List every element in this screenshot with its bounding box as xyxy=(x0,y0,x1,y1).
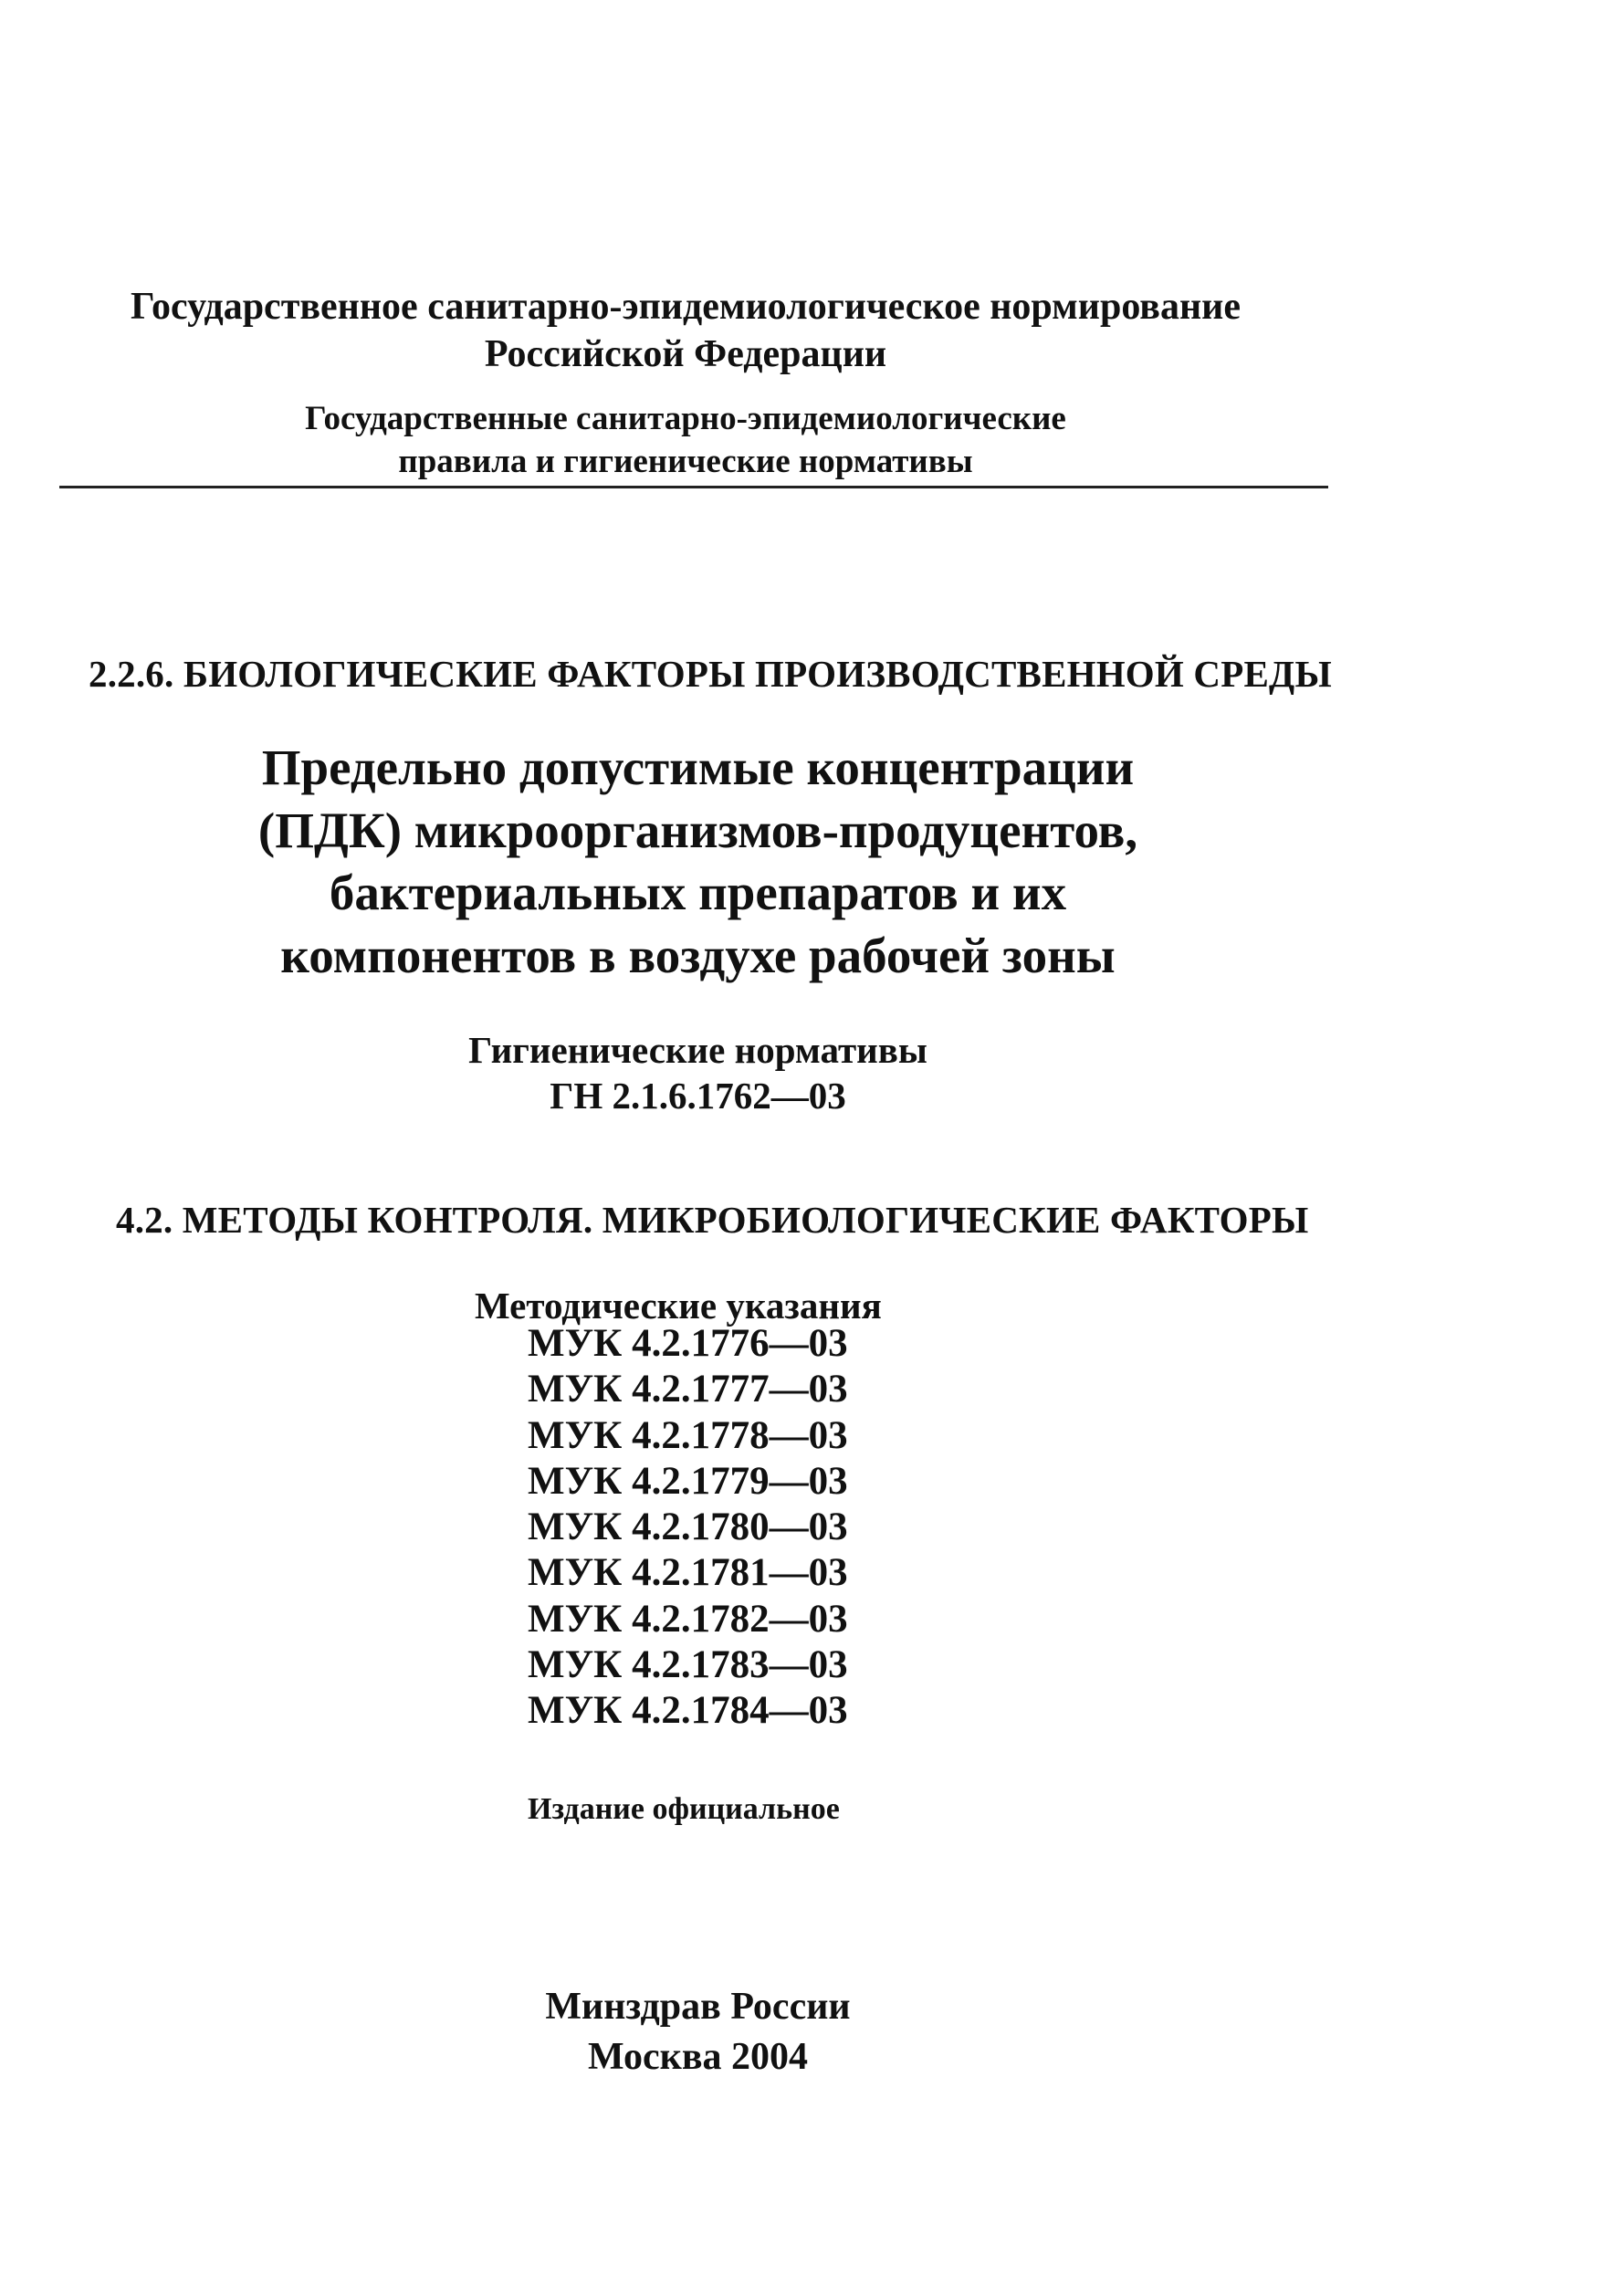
muk-code: МУК 4.2.1781—03 xyxy=(528,1551,848,1595)
official-edition-label: Издание официальное xyxy=(528,1792,840,1826)
rules-line-2: правила и гигиенические нормативы xyxy=(398,443,973,480)
section-heading-biological: 2.2.6. БИОЛОГИЧЕСКИЕ ФАКТОРЫ ПРОИЗВОДСТВЕННОЙ СРЕДЫ xyxy=(89,653,1332,695)
publisher-name: Минздрав России xyxy=(545,1986,851,2028)
muk-code: МУК 4.2.1777—03 xyxy=(528,1368,848,1411)
methodical-guidelines-label: Методические указания xyxy=(475,1285,882,1327)
hygienic-standards-label: Гигиенические нормативы xyxy=(468,1029,927,1071)
rules-line-1: Государственные санитарно-эпидемиологические xyxy=(305,400,1066,437)
section-heading-control-methods: 4.2. МЕТОДЫ КОНТРОЛЯ. МИКРОБИОЛОГИЧЕСКИЕ ФАКТОРЫ xyxy=(116,1199,1309,1241)
muk-code: МУК 4.2.1778—03 xyxy=(528,1413,848,1457)
publisher-city-year: Москва 2004 xyxy=(587,2036,809,2078)
muk-code: МУК 4.2.1776—03 xyxy=(528,1322,848,1365)
muk-code: МУК 4.2.1783—03 xyxy=(528,1643,848,1687)
header-divider xyxy=(59,486,1328,488)
muk-code: МУК 4.2.1779—03 xyxy=(528,1459,848,1503)
muk-code: МУК 4.2.1780—03 xyxy=(528,1505,848,1549)
org-line-1: Государственное санитарно-эпидемиологическое нормирование xyxy=(130,286,1241,328)
muk-code-list xyxy=(528,1321,848,1735)
doc-title-line-4: компонентов в воздухе рабочей зоны xyxy=(280,928,1116,983)
muk-code: МУК 4.2.1784—03 xyxy=(528,1689,848,1733)
doc-title-line-3: бактериальных препаратов и их xyxy=(329,865,1067,920)
doc-title-line-1: Предельно допустимые концентрации xyxy=(261,740,1135,795)
org-line-2: Российской Федерации xyxy=(484,333,887,375)
doc-title-line-2: (ПДК) микроорганизмов-продуцентов, xyxy=(257,803,1138,858)
gn-code: ГН 2.1.6.1762—03 xyxy=(550,1075,846,1117)
muk-code: МУК 4.2.1782—03 xyxy=(528,1597,848,1641)
